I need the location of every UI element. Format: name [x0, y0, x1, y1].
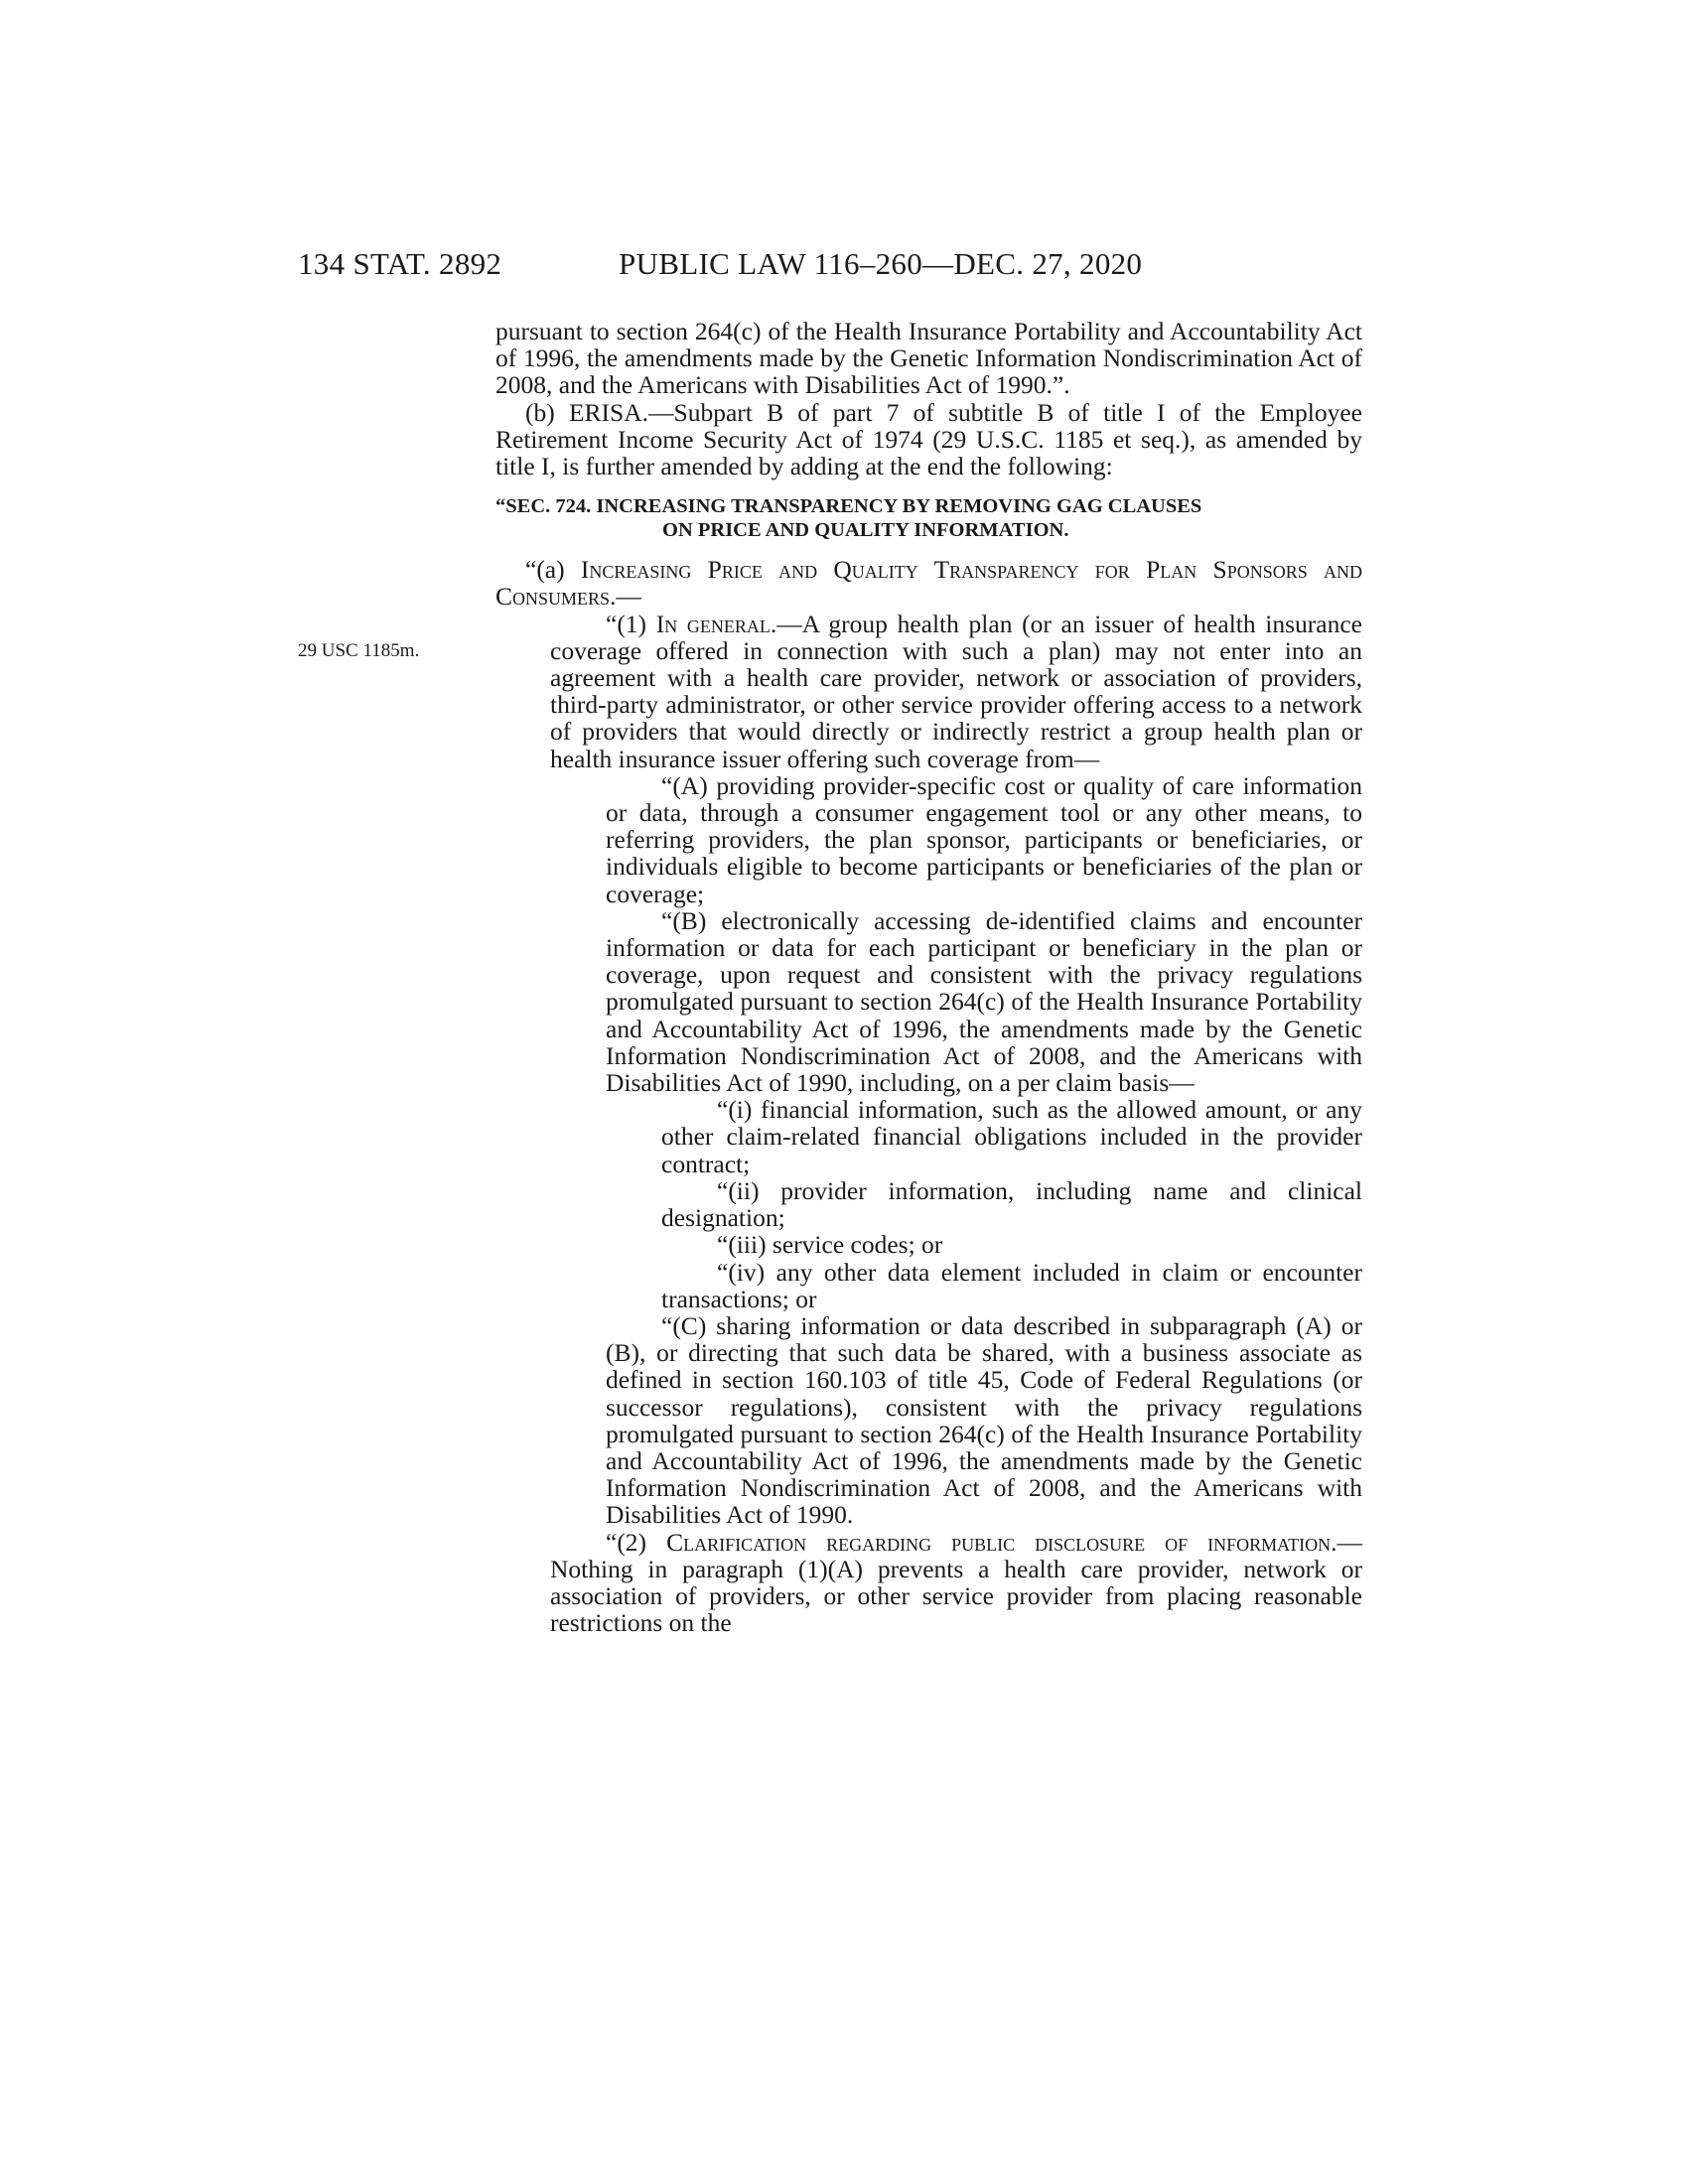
paragraph-continuation: pursuant to section 264(c) of the Health Insurance Portability and Accountability Act of 1996, the amendments made by the Genetic Information Nondiscrimination Act of 2008, and the Americans with Disabilities Act of 1990.”. [495, 317, 1362, 400]
page-header-title: PUBLIC LAW 116–260—DEC. 27, 2020 [619, 246, 1143, 281]
subparagraph-A: “(A) providing provider-specific cost or quality of care information or data, through a consumer engagement tool or any other means, to referring providers, the plan sponsor, participants or beneficiaries, or individuals eligible to become participants or beneficiaries of the plan or coverage; [606, 770, 1362, 908]
section-heading-line1: “SEC. 724. INCREASING TRANSPARENCY BY REMOVING GAG CLAUSES [495, 495, 1202, 518]
paragraph-2-label: “(2) [606, 1527, 667, 1557]
margin-citation: 29 USC 1185m. [298, 640, 420, 661]
clause-iii: “(iii) service codes; or [717, 1230, 943, 1260]
paragraph-2 [495, 1529, 1362, 1637]
clause-ii: “(ii) provider information, including name and clinical designation; [661, 1175, 1362, 1233]
subsection-a-label: “(a) [525, 555, 581, 585]
paragraph-1-heading: In general [655, 609, 771, 638]
subsection-a-heading: Increasing Price and Quality Transparency for Plan Sponsors and Consumers [495, 555, 1362, 612]
paragraph-1-label: “(1) [606, 609, 656, 638]
paragraph-2-heading: Clarification regarding public disclosure of information [666, 1527, 1332, 1557]
subsection-a [495, 556, 1362, 610]
section-heading-line2: ON PRICE AND QUALITY INFORMATION. [662, 519, 1069, 542]
section-heading [495, 494, 1362, 542]
paragraph-1 [495, 611, 1362, 772]
subparagraph-C: “(C) sharing information or data described in subparagraph (A) or (B), or directing that such data be shared, with a business associate as defined in section 160.103 of title 45, Code of Federal Regulations (or successor regulations), consistent with the privacy regulations promulgated pursuant to section 264(c) of the Health Insurance Portability and Accountability Act of 1996, the amendments made by the Genetic Information Nondiscrimination Act of 2008, and the Americans with Disabilities Act of 1990. [606, 1310, 1362, 1530]
paragraph-1-text: .—A group health plan (or an issuer of health insurance coverage offered in connection with such a plan) may not enter into an agreement with a health care provider, network or association of providers, third-party administrator, or other service provider offering access to a network of providers that would directly or indirectly restrict a group health plan or health insurance issuer offering such coverage from— [550, 609, 1362, 773]
subparagraph-B: “(B) electronically accessing de-identified claims and encounter information or data for each participant or beneficiary in the plan or coverage, upon request and consistent with the privacy regulations promulgated pursuant to section 264(c) of the Health Insurance Portability and Accountability Act of 1996, the amendments made by the Genetic Information Nondiscrimination Act of 2008, and the Americans with Disabilities Act of 1990, including, on a per claim basis— [606, 905, 1362, 1098]
paragraph-2-text: .—Nothing in paragraph (1)(A) prevents a health care provider, network or association of providers, or other service provider from placing reasonable restrictions on the [550, 1527, 1362, 1638]
document-body [495, 318, 1362, 1636]
clause-iv: “(iv) any other data element included in claim or encounter transactions; or [661, 1257, 1362, 1313]
subsection-a-dash: .— [610, 582, 641, 612]
page-reference: 134 STAT. 2892 [298, 246, 502, 281]
clause-i: “(i) financial information, such as the allowed amount, or any other claim-related financial obligations included in the provider contract; [661, 1095, 1362, 1178]
paragraph-b-erisa: (b) ERISA.—Subpart B of part 7 of subtitle B of title I of the Employee Retirement Income Security Act of 1974 (29 U.S.C. 1185 et seq.), as amended by title I, is further amended by adding at the end the following: [495, 397, 1362, 481]
